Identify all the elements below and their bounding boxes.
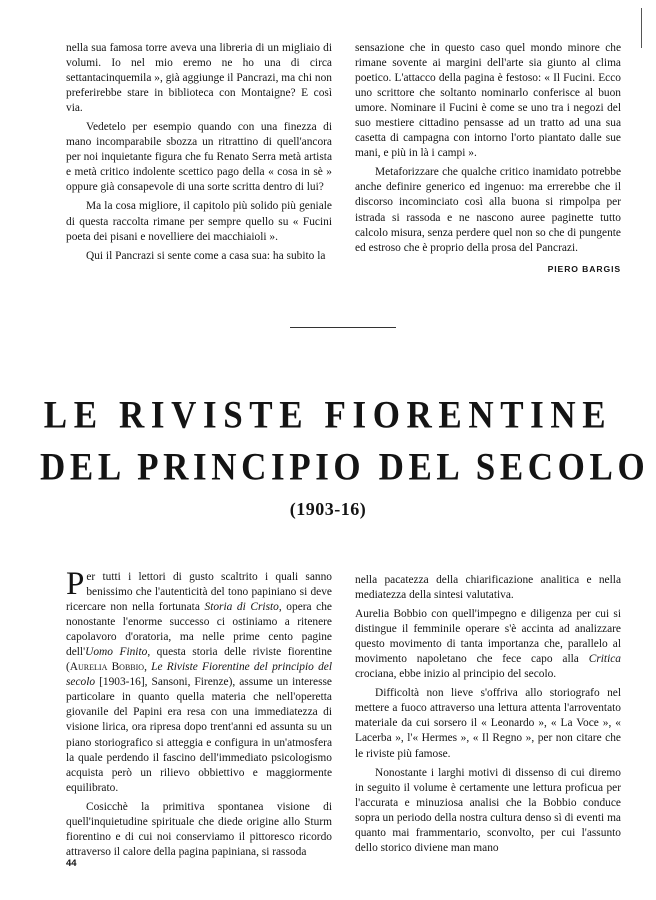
article-right-column xyxy=(355,573,621,856)
article-paragraph xyxy=(66,566,332,796)
article-title-line-1: LE RIVISTE FIORENTINE xyxy=(43,392,613,437)
book-title: Le Riviste Fiorentine del principio del secolo xyxy=(66,661,332,689)
text-run: [1903-16], Sansoni, Firenze), assume un interesse particolare in quanto quella materia che nell'operetta giovanile del Papini era resa con una immediatezza di visione lirica, ora ripresa dopo trent'anni ed assunta su un piano storiografico si atteggia e configura in un'atmosfera la quale perdendo il fascino dell'immediato psicologismo acquista però un rilievo obbiettivo e maggiormente equilibrato. xyxy=(66,676,332,794)
author-signature: PIERO BARGIS xyxy=(547,263,621,274)
article-paragraph: nella pacatezza della chiarificazione analitica e nella mediatezza della sintesi valutativa. xyxy=(355,574,621,602)
journal-title: Critica xyxy=(588,653,621,666)
article-paragraph: Difficoltà non lieve s'offriva allo storiografo nel mettere a fuoco attraverso una lettura attenta l'arroventato materiale da cui sorsero il « Leonardo », « La Voce », « Lacerba », l'« Hermes », « Il Regno », per non citare che le riviste più famose. xyxy=(355,687,621,760)
article-paragraph xyxy=(355,607,621,682)
article-dates: (1903-16) xyxy=(289,499,367,519)
author-name: Aurelia Bobbio xyxy=(69,661,145,674)
article-paragraph: Cosicchè la primitiva spontanea visione di quell'inquietudine spirituale che diede origine allo Sturm fiorentino e di cui noi conserviamo il pittoresco ricordo attraverso il calore della pagina papiniana, si rassoda xyxy=(66,800,332,858)
book-title: Uomo Finito xyxy=(85,646,148,659)
review-paragraph: Qui il Pancrazi si sente come a casa sua: ha subito la xyxy=(86,249,326,262)
text-run: , questa storia delle riviste fiorentine ( xyxy=(66,646,332,674)
article-title-line-2: DEL PRINCIPIO DEL SECOLO xyxy=(40,444,650,489)
text-run: , opera che nonostante l'enorme successo ci ostiniamo a ritenere capolavoro d'oratoria, ma nelle prime cento pagine dell' xyxy=(66,601,332,659)
article-left-column xyxy=(66,566,332,860)
text-run: Aurelia Bobbio con quell'impegno e diligenza per cui si distingue il femminile operare s'è accinta ad analizzare questo movimento di tanta importanza che, parallelo al movimento napoletano che fece capo alla xyxy=(355,608,621,666)
drop-cap: P xyxy=(66,566,85,602)
book-title: Storia di Cristo xyxy=(204,601,279,614)
review-paragraph: Metaforizzare che qualche critico inamidato potrebbe anche definire generico ed ingenuo: ma errerebbe che il discorso incominciato così alla buona si rimpolpa per istrada si rassoda e ne nascono auree paginette tutto calcolo misura, senza perdere quel non so che di pungente ed estroso che è proprio della prosa del Pancrazi. xyxy=(355,166,621,254)
review-left-column xyxy=(66,41,332,264)
margin-rule xyxy=(641,8,642,48)
review-right-column xyxy=(355,41,621,277)
review-paragraph: Ma la cosa migliore, il capitolo più solido più geniale di questa raccolta rimane per sempre quello su « Fucini poeta dei pisani e novelliere dei macchiaioli ». xyxy=(66,200,332,243)
text-run: crociana, ebbe inizio al principio del secolo. xyxy=(355,668,557,681)
review-paragraph: sensazione che in questo caso quel mondo minore che rimane sovente ai margini dell'arte sia giunto al clima poetico. L'attacco della pagina è festoso: « Il Fucini. Ecco uno scrittore che soltanto nominarlo conferisce al buon umore. Nominare il Fucini è come se uno tra i negozi del suo mestiere cittadino pensasse ad un tratto ad una sua casetta di campagna con intorno l'orto piantato dalle sue mani, e più in là i campi ». xyxy=(355,42,621,160)
text-run: , xyxy=(144,661,152,674)
review-paragraph: Vedetelo per esempio quando con una finezza di mano incomparabile sbozza un ritrattino di quell'ancora per noi inquietante figura che fu Renato Serra metà artista e metà critico indolente scettico pago della « cosa in sè » oppure già consapevole di una sorte scritta dentro di lui? xyxy=(66,121,332,194)
article-paragraph: Nonostante i larghi motivi di dissenso di cui diremo in seguito il volume è certamente une lettura proficua per l'accurata e minuziosa analisi che la Bobbio conduce sopra un periodo della nostra cultura denso sì di eventi ma quanto mai frammentario, sconvolto, per cui l'assunto dello storico diviene man mano xyxy=(355,766,621,854)
text-run: er tutti i lettori di gusto scaltrito i quali sanno benissimo che l'autenticità del tono papiniano si deve ricercare non nella fortunata xyxy=(66,571,332,614)
review-paragraph: nella sua famosa torre aveva una libreria di un migliaio di volumi. Io nel mio eremo ne ho una di circa settantacinquemila », già aggiunge il Pancrazi, ma chi non preferirebbe stare in biblioteca con Montaigne? E così via. xyxy=(66,42,332,115)
page-number: 44 xyxy=(66,858,77,869)
section-divider xyxy=(290,327,396,328)
